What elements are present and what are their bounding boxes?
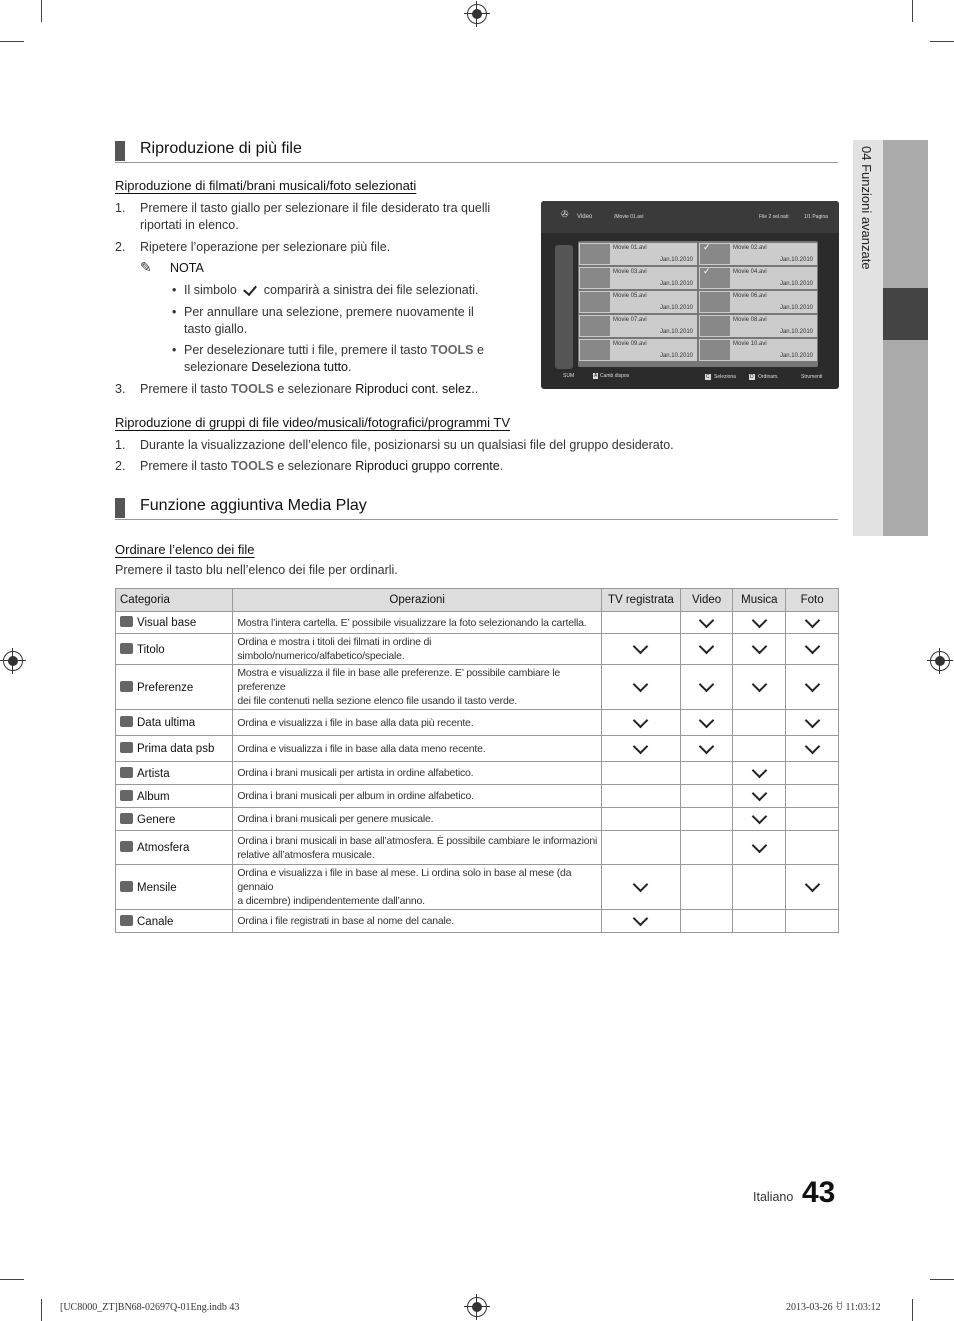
tools-key: TOOLS [231,459,274,473]
operation-text: Mostra e visualizza il file in base alle preferenze. E’ possibile cambiare le preferenze [237,667,561,693]
support-cell [733,831,786,865]
step-number: 2. [115,240,126,254]
subheading: Riproduzione di gruppi di file video/musicali/fotografici/programmi TV [115,415,510,430]
note-pencil-icon: ✎ [140,259,152,275]
category-name: Canale [137,915,174,928]
support-cell [602,612,681,634]
footer-seleziona: Seleziona [714,374,736,380]
subheading: Riproduzione di filmati/brani musicali/foto selezionati [115,178,417,193]
table-row [116,710,839,736]
video-icon: ✇ [561,209,569,219]
operation-cell [233,762,602,785]
support-cell [602,808,681,831]
check-icon [752,837,768,853]
operation-cell [233,865,602,910]
table-row [116,762,839,785]
table-header-row [116,589,839,612]
category-cell [116,808,233,831]
crop-mark [912,0,913,22]
note-text: Per annullare una selezione, premere nuovamente il [184,305,474,319]
support-cell [733,808,786,831]
bullet: • [172,343,177,357]
table-row [116,612,839,634]
footer-sum: SUM [563,373,575,379]
category-name: Artista [137,767,170,780]
category-cell [116,785,233,808]
category-name: Atmosfera [137,842,190,854]
col-header: Foto [786,589,839,612]
note-item [184,342,484,359]
support-cell [602,865,681,910]
heading-bar [115,141,125,161]
support-cell [680,710,733,736]
registration-mark-icon [467,1297,487,1317]
support-cell [733,612,786,634]
category-icon [120,716,133,727]
category-icon [120,767,133,778]
support-cell [786,831,839,865]
file-name: Movie 06.avi [733,293,767,299]
note-text: comparirà a sinistra dei file selezionati. [263,283,479,297]
table-row [116,831,839,865]
file-name: Movie 04.avi [733,269,767,275]
table-row [116,808,839,831]
step-text: Durante la visualizzazione dell’elenco file, posizionarsi su un qualsiasi file del gruppo desiderato. [140,438,674,452]
step-text: riportati in elenco. [140,218,239,232]
support-cell [786,634,839,665]
category-icon [120,681,133,692]
support-cell [680,808,733,831]
step-text-part: Premere il tasto [140,382,228,396]
check-icon [804,738,820,754]
step-text-part: . [499,459,504,473]
file-date: Jan.10.2010 [779,329,813,335]
file-name: Movie 01.avi [613,245,647,251]
section-title: Riproduzione di più file [140,140,302,157]
note-item [184,282,478,299]
step-text-part: e selezionare [277,382,352,396]
operation-cell [233,612,602,634]
category-name: Titolo [137,643,165,656]
screen-title: Video [577,214,593,220]
support-cell [733,910,786,933]
file-item [699,339,817,361]
operation-text: Ordina i brani musicali per album in ordine alfabetico. [237,790,474,802]
file-date: Jan.10.2010 [659,305,693,311]
support-cell [602,736,681,762]
operation-text: Mostra l’intera cartella. E’ possibile visualizzare la foto selezionando la cartella. [237,616,587,629]
support-cell [680,736,733,762]
category-cell [116,736,233,762]
check-icon [752,809,768,825]
col-header: Categoria [116,589,233,612]
table-row [116,910,839,933]
step-number: 2. [115,459,126,473]
file-date: Jan.10.2010 [779,305,813,311]
tab-shade [883,140,928,288]
operation-text: Ordina i brani musicali in base all’atmosfera. È possibile cambiare le informazioni [237,834,598,847]
col-header: TV registrata [602,589,681,612]
support-cell [786,762,839,785]
support-cell [602,665,681,710]
category-cell [116,665,233,710]
support-cell [786,612,839,634]
category-icon [120,643,133,654]
footer-ordinam: Ordinam. [758,374,779,380]
section-heading [115,497,838,520]
step-text-part: e selezionare [277,459,352,473]
check-icon [752,612,768,628]
category-icon [120,813,133,824]
step-text: Ripetere l’operazione per selezionare più file. [140,240,391,254]
note-text: Il simbolo [184,283,237,297]
operation-text: Ordina e visualizza i file in base al mese. Li ordina solo in base al mese (da gennaio [237,867,572,893]
check-icon [699,712,715,728]
support-cell [786,665,839,710]
file-date: Jan.10.2010 [659,329,693,335]
print-date: 2013-03-26 ꀀ 11:03:12 [786,1302,881,1313]
check-icon [804,712,820,728]
category-cell [116,612,233,634]
heading-bar [115,498,125,518]
check-icon: ✓ [703,242,711,252]
crop-mark [930,1279,954,1280]
operation-text: Ordina i brani musicali per genere musicale. [237,813,434,825]
file-item [579,315,697,337]
note-text: . [348,360,352,374]
section-heading [115,140,838,163]
file-item [699,291,817,313]
category-icon [120,790,133,801]
key-d-icon: D [750,374,754,380]
check-icon [752,786,768,802]
table-row [116,665,839,710]
key-a-icon: A [594,373,598,379]
category-name: Album [137,790,170,803]
step-number: 1. [115,201,126,215]
operation-text: dei file contenuti nella sezione elenco file usando il tasto verde. [237,695,517,707]
category-name: Data ultima [137,717,196,729]
tab-shade [883,340,928,536]
support-cell [733,762,786,785]
support-cell [786,785,839,808]
file-name: Movie 02.avi [733,245,767,251]
operation-cell [233,785,602,808]
category-cell [116,634,233,665]
support-cell [733,865,786,910]
support-cell [602,710,681,736]
operation-text: Ordina e visualizza i file in base alla data meno recente. [237,742,486,755]
section-title: Funzione aggiuntiva Media Play [140,497,367,514]
sort-options-table [115,588,839,933]
menu-option: Riproduci cont. selez. [355,382,475,396]
crop-mark [0,1279,24,1280]
note-label: NOTA [170,261,204,275]
support-cell [680,665,733,710]
support-cell [733,634,786,665]
file-date: Jan.10.2010 [659,257,693,263]
tools-key: TOOLS [231,382,274,396]
file-item [579,243,697,265]
check-icon [804,639,820,655]
note-text: e [476,343,484,357]
media-play-screenshot [541,201,839,389]
table-row [116,634,839,665]
crop-mark [41,0,42,22]
check-icon [633,877,649,893]
note-item [184,359,352,376]
check-icon [633,712,649,728]
file-info: [UC8000_ZT]BN68-02697Q-01Eng.indb 43 [60,1302,240,1313]
file-date: Jan.10.2010 [779,281,813,287]
file-item [699,243,817,265]
category-icon [120,841,133,852]
screen-path: /Movie 01.avi [614,214,644,220]
note-text: tasto giallo. [184,322,248,336]
file-name: Movie 08.avi [733,317,767,323]
page-number: 43 [802,1176,836,1209]
category-name: Genere [137,813,176,826]
check-icon [699,639,715,655]
support-cell [680,634,733,665]
file-date: Jan.10.2010 [779,353,813,359]
support-cell [733,736,786,762]
support-cell [602,785,681,808]
support-cell [733,710,786,736]
support-cell [602,634,681,665]
category-icon [120,616,133,627]
step-number: 3. [115,382,126,396]
check-icon [752,677,768,693]
category-icon [120,881,133,892]
bullet: • [172,283,177,297]
crop-mark [41,1299,42,1321]
registration-mark-icon [930,651,950,671]
check-icon [804,612,820,628]
support-cell [680,612,733,634]
check-icon [633,639,649,655]
check-icon [752,639,768,655]
step-text [140,458,503,475]
check-icon [633,911,649,927]
check-icon [633,738,649,754]
crop-mark [0,41,24,42]
check-icon [752,763,768,779]
menu-option: Deseleziona tutto [251,360,349,374]
check-icon [243,282,257,296]
check-icon: ✓ [703,266,711,276]
operation-text: relative all’atmosfera musicale. [237,848,375,861]
footer-camb: Camb dispos [600,373,630,379]
step-text [140,381,478,398]
operation-text: Ordina e visualizza i file in base alla data più recente. [237,716,474,729]
screen-selected: File 2 sel.nati [759,214,789,220]
support-cell [786,865,839,910]
crop-mark [930,41,954,42]
support-cell [602,831,681,865]
support-cell [786,910,839,933]
operation-text: a dicembre) indipendentemente dall’anno. [237,895,425,907]
file-item [699,267,817,289]
screen-page: 1/1 Pagina [804,214,828,220]
operation-cell [233,910,602,933]
operation-text: Ordina i file registrati in base al nome del canale. [237,915,454,927]
step-text: Premere il tasto giallo per selezionare il file desiderato tra quelli [140,201,491,215]
step-text-part: Premere il tasto [140,459,228,473]
file-name: Movie 10.avi [733,341,767,347]
file-item [579,339,697,361]
table-row [116,865,839,910]
language-label: Italiano [753,1190,794,1204]
check-icon [699,612,715,628]
table-row [116,736,839,762]
category-cell [116,710,233,736]
file-item [699,315,817,337]
category-name: Preferenze [137,681,194,694]
file-name: Movie 09.avi [613,341,647,347]
support-cell [733,785,786,808]
check-icon [633,677,649,693]
category-cell [116,831,233,865]
chapter-side-tab [853,140,928,536]
category-name: Mensile [137,881,177,894]
step-number: 1. [115,438,126,452]
col-header: Video [680,589,733,612]
support-cell [680,762,733,785]
operation-cell [233,831,602,865]
category-icon [120,915,133,926]
intro-text: Premere il tasto blu nell’elenco dei file per ordinarli. [115,563,398,577]
support-cell [602,910,681,933]
file-date: Jan.10.2010 [659,281,693,287]
check-icon [804,877,820,893]
file-date: Jan.10.2010 [779,257,813,263]
support-cell [602,762,681,785]
support-cell [786,736,839,762]
crop-mark [912,1299,913,1321]
registration-mark-icon [467,4,487,24]
tools-key: TOOLS [430,343,474,357]
col-header: Operazioni [233,589,602,612]
support-cell [680,785,733,808]
support-cell [680,910,733,933]
chapter-label: 04 Funzioni avanzate [859,146,874,270]
table-row [116,785,839,808]
note-text: Per deselezionare tutti i file, premere il tasto [184,343,428,357]
file-name: Movie 05.avi [613,293,647,299]
operation-cell [233,710,602,736]
support-cell [680,865,733,910]
category-cell [116,762,233,785]
note-text: selezionare [184,360,248,374]
footer-strumenti: Strumenti [801,374,823,380]
operation-text: Ordina e mostra i titoli dei filmati in ordine di simbolo/numerico/alfabetico/speciale. [237,636,432,662]
category-cell [116,865,233,910]
category-icon [120,742,133,753]
operation-cell [233,665,602,710]
file-name: Movie 07.avi [613,317,647,323]
step-text-part: . [474,382,479,396]
file-name: Movie 03.avi [613,269,647,275]
check-icon [699,738,715,754]
key-c-icon: C [706,374,710,380]
operation-cell [233,736,602,762]
operation-text: Ordina i brani musicali per artista in ordine alfabetico. [237,767,474,779]
tab-marker [883,288,928,340]
col-header: Musica [733,589,786,612]
support-cell [733,665,786,710]
support-cell [680,831,733,865]
operation-cell [233,808,602,831]
support-cell [786,710,839,736]
operation-cell [233,634,602,665]
category-name: Visual base [137,617,197,629]
file-item [579,291,697,313]
bullet: • [172,305,177,319]
file-date: Jan.10.2010 [659,353,693,359]
support-cell [786,808,839,831]
category-rail [555,245,573,369]
category-cell [116,910,233,933]
registration-mark-icon [3,651,23,671]
file-item [579,267,697,289]
check-icon [699,677,715,693]
check-icon [804,677,820,693]
menu-option: Riproduci gruppo corrente [355,459,500,473]
subheading: Ordinare l’elenco dei file [115,542,255,557]
category-name: Prima data psb [137,743,215,755]
